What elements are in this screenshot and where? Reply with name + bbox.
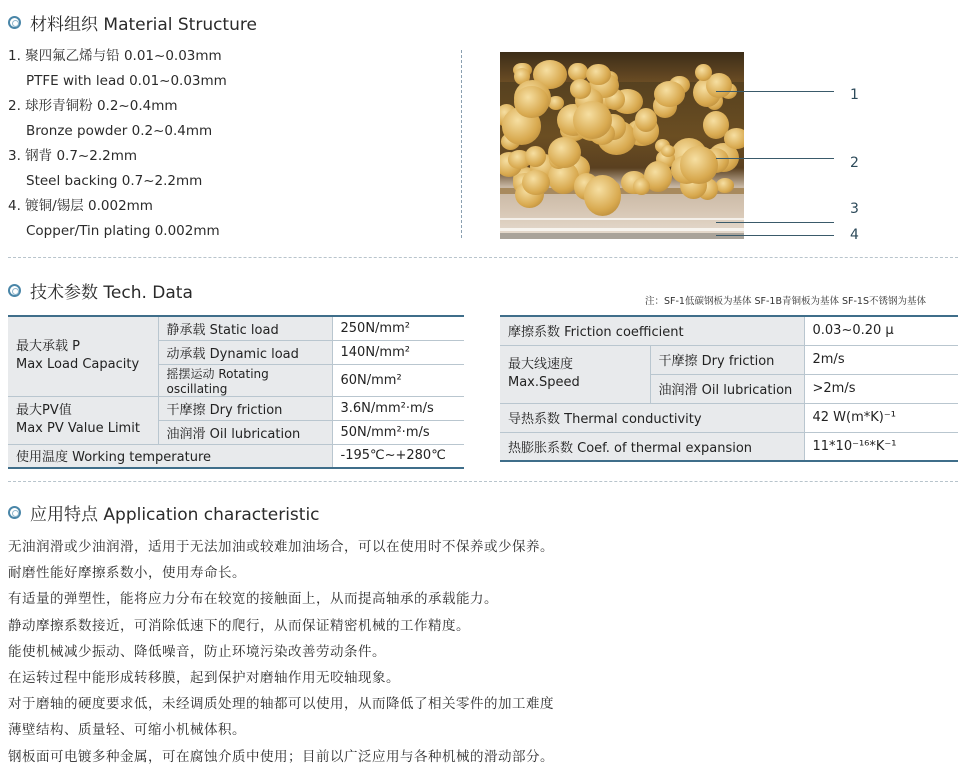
bronze-particle: [635, 108, 657, 132]
application-line: 薄壁结构、质量轻、可缩小机械体积。: [8, 722, 246, 739]
material-item: [8, 94, 448, 144]
layer-label-2: 2: [850, 155, 859, 171]
pv-dry-value: 3.6N/mm²·m/s: [332, 396, 464, 420]
table-row: [500, 432, 958, 461]
material-title-text: 材料组织 Material Structure: [30, 15, 257, 35]
substrate-note: 注：SF-1低碳钢板为基体 SF-1B青铜板为基体 SF-1S不锈钢为基体: [645, 296, 926, 307]
pv-en: Max PV Value Limit: [16, 421, 140, 436]
material-item-zh: 2. 球形青铜粉 0.2~0.4mm: [8, 98, 178, 114]
bronze-particle: [573, 101, 612, 139]
bronze-particle: [695, 64, 712, 82]
leader-line-2: [716, 158, 834, 159]
application-list: [8, 534, 554, 770]
rotating-value: 60N/mm²: [332, 364, 464, 396]
friction-label: 摩擦系数 Friction coefficient: [500, 316, 804, 345]
bronze-particle: [654, 81, 685, 107]
bronze-particle: [570, 79, 591, 98]
static-load-label: 静承载 Static load: [158, 316, 332, 340]
material-item-zh: 4. 镀铜/锡层 0.002mm: [8, 198, 153, 214]
speed-dry-label: 干摩擦 Dry friction: [650, 345, 804, 374]
bronze-particle: [584, 175, 621, 215]
material-item-en: Steel backing 0.7~2.2mm: [26, 173, 203, 189]
layer-label-4: 4: [850, 227, 859, 243]
table-row: [8, 444, 464, 468]
leader-line-3: [716, 222, 834, 223]
table-row: [500, 345, 958, 374]
material-item-zh: 1. 聚四氟乙烯与铅 0.01~0.03mm: [8, 48, 222, 64]
application-line: 钢板面可电镀多种金属，可在腐蚀介质中使用；目前以广泛应用与各种机械的滑动部分。: [8, 748, 554, 765]
application-line: 无油润滑或少油润滑，适用于无法加油或较难加油场合，可以在使用时不保养或少保养。: [8, 539, 554, 555]
pv-zh: 最大PV值: [16, 403, 72, 418]
application-line: 能使机械减少振动、降低噪音，防止环境污染改善劳动条件。: [8, 643, 386, 660]
material-item: [8, 194, 448, 244]
application-line: 在运转过程中能形成转移膜，起到保护对磨轴作用无咬轴现象。: [8, 670, 400, 687]
material-item-en: Bronze powder 0.2~0.4mm: [26, 123, 213, 139]
bronze-particle: [514, 86, 549, 118]
application-line: 耐磨性能好摩擦系数小，使用寿命长。: [8, 565, 246, 582]
pv-cell: [8, 396, 158, 444]
temp-label: 使用温度 Working temperature: [8, 444, 332, 468]
material-section-title: [8, 10, 257, 35]
pv-oil-label: 油润滑 Oil lubrication: [158, 420, 332, 444]
material-list: [8, 44, 448, 244]
temp-value: -195℃~+280℃: [332, 444, 464, 468]
application-line: 静动摩擦系数接近，可消除低速下的爬行，从而保证精密机械的工作精度。: [8, 617, 470, 634]
table-row: [8, 396, 464, 420]
speed-oil-label: 油润滑 Oil lubrication: [650, 374, 804, 403]
speed-zh: 最大线速度: [508, 357, 574, 372]
dynamic-load-label: 动承载 Dynamic load: [158, 340, 332, 364]
tech-section-title: [8, 278, 193, 303]
rotating-label: 摇摆运动 Rotating oscillating: [158, 364, 332, 396]
layer-label-1: 1: [850, 87, 859, 103]
application-title-text: 应用特点 Application characteristic: [30, 505, 320, 525]
max-load-cell: [8, 316, 158, 396]
table-row: [8, 316, 464, 340]
application-section-title: [8, 500, 320, 525]
material-item-en: PTFE with lead 0.01~0.03mm: [26, 73, 227, 89]
static-load-value: 250N/mm²: [332, 316, 464, 340]
circle-bullet-icon: [8, 506, 21, 519]
section-divider: [8, 481, 958, 482]
table-row: [500, 403, 958, 432]
tech-table-left: [8, 315, 464, 469]
pv-dry-label: 干摩擦 Dry friction: [158, 396, 332, 420]
pv-oil-value: 50N/mm²·m/s: [332, 420, 464, 444]
material-item-zh: 3. 钢背 0.7~2.2mm: [8, 148, 138, 164]
application-line: 有适量的弹塑性，能将应力分布在较宽的接触面上，从而提高轴承的承载能力。: [8, 591, 498, 608]
vertical-divider: [461, 50, 462, 238]
bronze-particle: [548, 137, 581, 168]
speed-dry-value: 2m/s: [804, 345, 958, 374]
speed-en: Max.Speed: [508, 375, 580, 390]
thermal-value: 42 W(m*K)⁻¹: [804, 403, 958, 432]
speed-oil-value: >2m/s: [804, 374, 958, 403]
bronze-particle: [680, 146, 718, 183]
max-load-zh: 最大承载 P: [16, 339, 80, 355]
expansion-value: 11*10⁻¹⁶*K⁻¹: [804, 432, 958, 461]
material-item: [8, 44, 448, 94]
friction-value: 0.03~0.20 μ: [804, 316, 958, 345]
leader-line-1: [716, 91, 834, 92]
section-divider: [8, 257, 958, 258]
table-row: [500, 316, 958, 345]
bronze-particle: [586, 64, 611, 85]
material-item: [8, 144, 448, 194]
tech-title-text: 技术参数 Tech. Data: [30, 283, 193, 303]
max-load-en: Max Load Capacity: [16, 357, 140, 373]
circle-bullet-icon: [8, 284, 21, 297]
circle-bullet-icon: [8, 16, 21, 29]
bronze-particle: [724, 128, 744, 149]
speed-cell: [500, 345, 650, 403]
microstructure-image: [500, 52, 744, 239]
thermal-label: 导热系数 Thermal conductivity: [500, 403, 804, 432]
application-line: 对于磨轴的硬度要求低，未经调质处理的轴都可以使用，从而降低了相关零件的加工难度: [8, 696, 554, 713]
dynamic-load-value: 140N/mm²: [332, 340, 464, 364]
tech-table-right: [500, 315, 958, 462]
leader-line-4: [716, 235, 834, 236]
layer-label-3: 3: [850, 201, 859, 217]
bronze-particle: [568, 63, 587, 81]
material-item-en: Copper/Tin plating 0.002mm: [26, 223, 220, 239]
expansion-label: 热膨胀系数 Coef. of thermal expansion: [500, 432, 804, 461]
